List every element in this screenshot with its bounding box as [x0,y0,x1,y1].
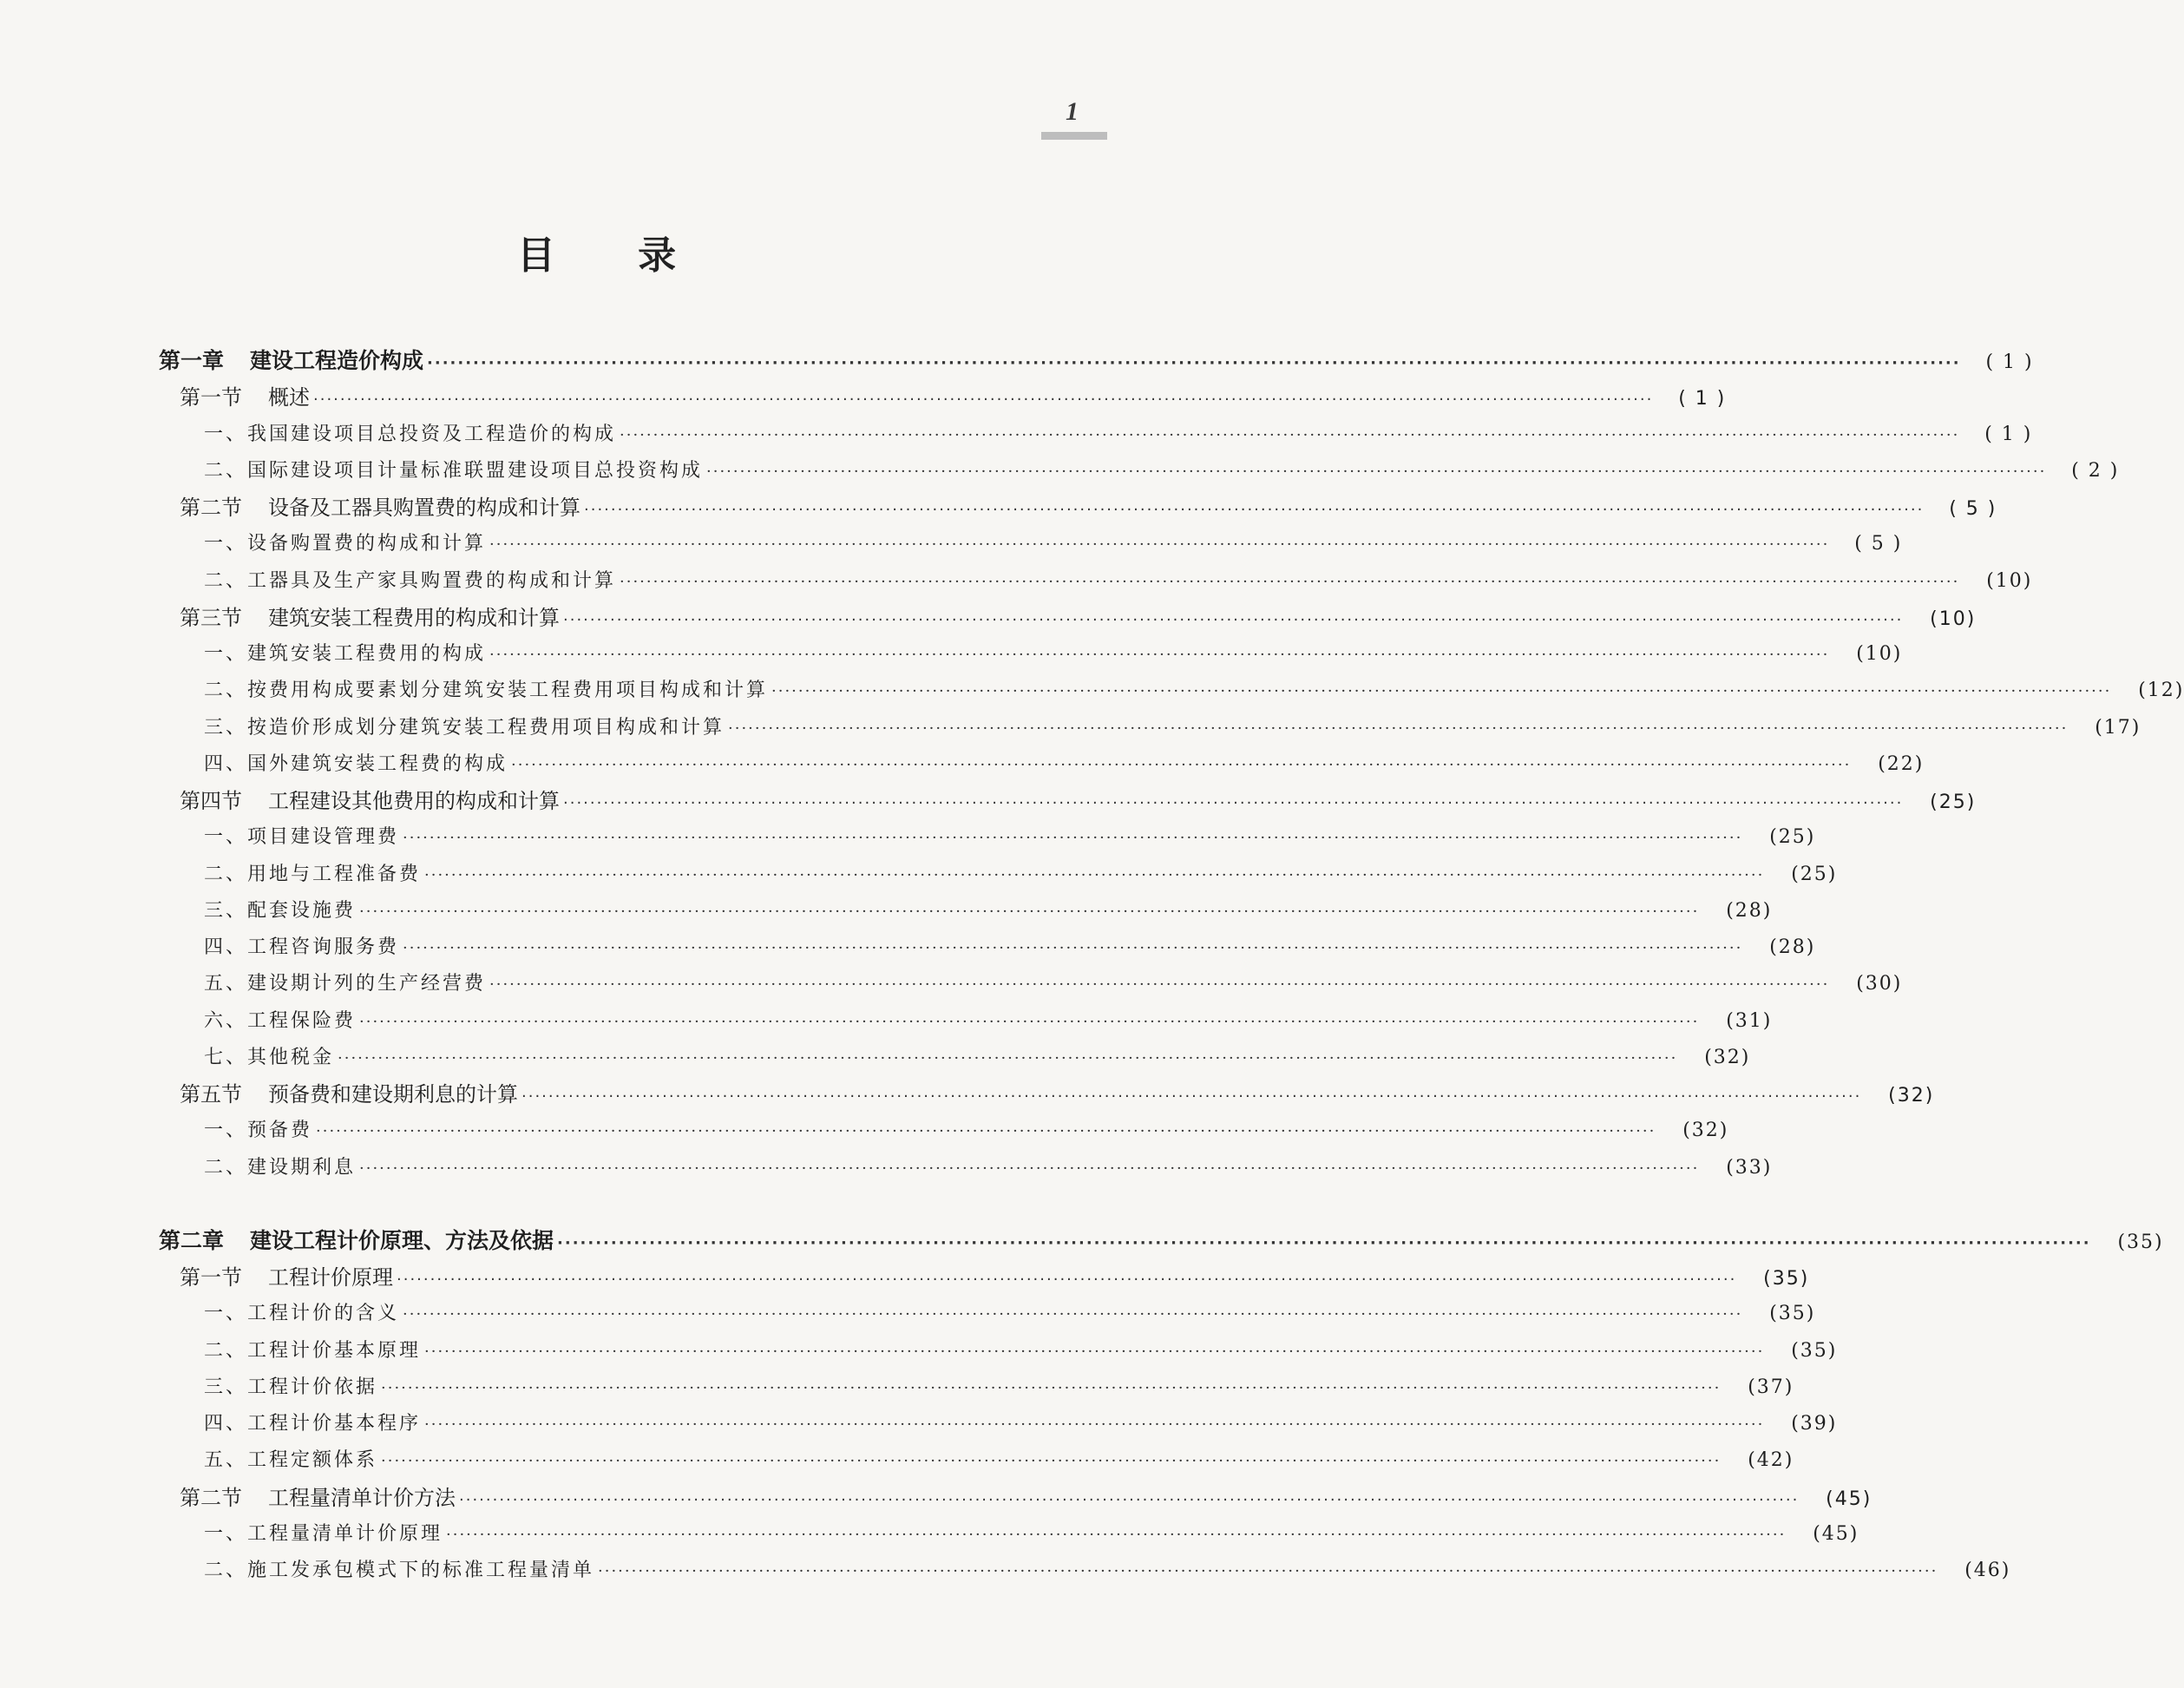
toc-entry-page: (25) [1791,863,1838,885]
toc-entry-item[interactable] [204,857,1838,893]
toc-dot-leader: ········································································································································································································ [489,646,1830,664]
toc-entry-item[interactable] [204,1333,1838,1369]
toc-entry-title: 四、工程计价基本程序 [204,1413,422,1435]
toc-entry-item[interactable] [204,417,2033,453]
toc-entry-item[interactable] [204,1296,1816,1332]
toc-entry-item[interactable] [204,710,2141,746]
toc-entry-title: 二、国际建设项目计量标准联盟建设项目总投资构成 [204,459,704,482]
toc-entry-number: 第一节 [180,385,242,411]
toc-entry-title: 二、按费用构成要素划分建筑安装工程费用项目构成和计算 [204,680,769,702]
toc-entry-item[interactable] [204,819,1816,856]
toc-entry-page: (25) [1930,791,1977,813]
toc-dot-leader: ········································································································································································································ [403,829,1743,848]
toc-entry-title: 一、我国建设项目总投资及工程造价的构成 [204,423,617,445]
toc-entry-item[interactable] [204,1406,1838,1442]
toc-entry-page: (39) [1791,1413,1838,1435]
toc-dot-leader: ········································································································································································································ [381,1378,1722,1397]
toc-dot-leader: ········································································································································································································ [446,1525,1787,1544]
toc-entry-page: ( 1 ) [1985,351,2034,373]
toc-dot-leader: ········································································································································································································ [381,1452,1722,1471]
toc-entry-title: 四、工程咨询服务费 [204,936,400,958]
toc-dot-leader: ········································································································································································································ [313,391,1654,410]
toc-entry-section[interactable] [180,1076,1935,1113]
toc-entry-page: (10) [1930,608,1977,630]
toc-entry-title: 一、设备购置费的构成和计算 [204,533,487,555]
toc-entry-item[interactable] [204,1150,1773,1186]
toc-entry-title: 二、工器具及生产家具购置费的构成和计算 [204,569,617,592]
toc-dot-leader: ········································································································································································································ [557,1233,2091,1252]
toc-entry-number: 第二章 [159,1227,225,1253]
toc-entry-title: 三、工程计价依据 [204,1376,378,1398]
toc-dot-leader: ········································································································································································································ [359,902,1700,921]
toc-dot-leader: ········································································································································································································ [359,1012,1700,1031]
toc-dot-leader: ········································································································································································································ [706,462,2047,481]
toc-dot-leader: ········································································································································································································ [620,425,1960,444]
toc-dot-leader: ········································································································································································································ [424,1342,1765,1361]
toc-dot-leader: ········································································································································································································ [316,1122,1656,1141]
toc-entry-page: (35) [1791,1339,1838,1362]
toc-entry-item[interactable] [204,1516,1859,1553]
toc-entry-title: 设备及工器具购置费的构成和计算 [268,496,580,520]
toc-entry-title: 工程量清单计价方法 [268,1485,456,1510]
toc-entry-title: 一、工程计价的含义 [204,1303,400,1325]
toc-entry-number: 第一章 [159,348,225,373]
page-number-bar [1041,132,1107,140]
toc-entry-page: (32) [1682,1120,1729,1142]
toc-entry-page: (12) [2138,680,2184,702]
toc-entry-chapter[interactable] [159,343,2034,379]
toc-dot-leader: ········································································································································································································ [424,1415,1765,1434]
toc-entry-title: 一、项目建设管理费 [204,826,400,849]
toc-entry-number: 第二节 [180,496,242,520]
toc-entry-item[interactable] [204,526,1903,562]
toc-title: 目 录 [516,233,712,278]
toc-entry-item[interactable] [204,1003,1773,1040]
toc-entry-title: 六、工程保险费 [204,1009,357,1032]
toc-entry-page: (35) [1769,1303,1816,1325]
toc-entry-page: (30) [1856,973,1903,995]
toc-dot-leader: ········································································································································································································ [598,1562,1938,1580]
page-number: 1 [1066,97,1079,126]
toc-entry-page: (45) [1826,1488,1872,1510]
toc-entry-chapter[interactable] [159,1223,2164,1259]
toc-entry-title: 四、国外建筑安装工程费的构成 [204,752,508,775]
toc-entry-section[interactable] [180,379,1727,416]
toc-entry-page: ( 2 ) [2071,459,2120,482]
toc-entry-page: (17) [2095,716,2141,739]
toc-entry-title: 一、建筑安装工程费用的构成 [204,643,487,665]
toc-dot-leader: ········································································································································································································ [427,354,1961,372]
toc-entry-page: (32) [1888,1085,1935,1107]
toc-entry-number: 第二节 [180,1485,242,1510]
toc-entry-page: (35) [2117,1231,2164,1253]
toc-entry-title: 五、建设期计列的生产经营费 [204,973,487,995]
toc-dot-leader: ········································································································································································································ [521,1087,1862,1106]
toc-entry-number: 第五节 [180,1082,242,1107]
toc-entry-page: (37) [1748,1376,1794,1398]
toc-entry-title: 一、预备费 [204,1120,313,1142]
toc-entry-number: 第三节 [180,605,242,630]
toc-entry-title: 五、工程定额体系 [204,1449,378,1472]
toc-entry-page: (32) [1704,1046,1751,1068]
toc-entry-page: (10) [1986,569,2033,592]
toc-entry-page: (45) [1813,1522,1859,1545]
toc-entry-page: (28) [1726,899,1773,922]
toc-dot-leader: ········································································································································································································ [459,1490,1800,1509]
toc-entry-page: ( 1 ) [1678,388,1727,411]
toc-entry-title: 一、工程量清单计价原理 [204,1522,443,1545]
toc-entry-title: 二、用地与工程准备费 [204,863,422,885]
toc-entry-item[interactable] [204,1369,1794,1406]
toc-entry-number: 第一节 [180,1265,242,1290]
toc-entry-title: 建设工程造价构成 [250,348,424,373]
toc-dot-leader: ········································································································································································································ [563,794,1904,812]
toc-entry-page: (46) [1964,1560,2011,1581]
toc-entry-item[interactable] [204,453,2120,489]
toc-entry-item[interactable] [204,636,1903,673]
toc-entry-page: ( 1 ) [1984,423,2033,445]
toc-entry-item[interactable] [204,1442,1794,1479]
toc-entry-item[interactable] [204,893,1773,929]
toc-entry-title: 三、按造价形成划分建筑安装工程费用项目构成和计算 [204,716,725,739]
toc-entry-item[interactable] [204,1113,1729,1149]
toc-entry-page: ( 5 ) [1949,498,1997,520]
toc-dot-leader: ········································································································································································································ [771,682,2112,701]
toc-entry-section[interactable] [180,489,1997,526]
toc-entry-page: (10) [1856,643,1903,665]
toc-entry-page: (28) [1769,936,1816,958]
toc-entry-section[interactable] [180,600,1977,636]
toc-entry-page: (22) [1878,752,1925,775]
toc-entry-page: (35) [1763,1268,1810,1290]
toc-entry-item[interactable] [204,563,2033,600]
toc-entry-item[interactable] [204,1553,2011,1589]
toc-entry-item[interactable] [204,746,1925,783]
toc-dot-leader: ········································································································································································································ [359,1159,1700,1178]
toc-dot-leader: ········································································································································································································ [563,610,1904,629]
toc-entry-item[interactable] [204,1040,1751,1076]
toc-entry-item[interactable] [204,673,2184,709]
toc-entry-section[interactable] [180,1480,1872,1516]
toc-dot-leader: ········································································································································································································ [403,1305,1743,1324]
toc-entry-title: 二、工程计价基本原理 [204,1339,422,1362]
toc-entry-title: 二、建设期利息 [204,1156,357,1179]
toc-entry-number: 第四节 [180,789,242,813]
toc-entry-page: ( 5 ) [1854,533,1903,555]
toc-entry-title: 预备费和建设期利息的计算 [268,1082,518,1107]
toc-entry-title: 工程计价原理 [268,1265,393,1290]
toc-dot-leader: ········································································································································································································ [489,535,1830,555]
toc-dot-leader: ········································································································································································································ [620,572,1960,591]
toc-entry-title: 三、配套设施费 [204,899,357,922]
toc-entry-page: (42) [1748,1449,1794,1472]
toc-dot-leader: ········································································································································································································ [424,865,1765,884]
toc-dot-leader: ········································································································································································································ [728,719,2069,738]
toc-dot-leader: ········································································································································································································ [489,975,1830,995]
toc-entry-title: 概述 [268,385,310,411]
toc-entry-title: 建设工程计价原理、方法及依据 [250,1227,554,1253]
toc-entry-section[interactable] [180,783,1977,819]
toc-dot-leader: ········································································································································································································ [584,501,1925,519]
toc-entry-title: 七、其他税金 [204,1046,335,1068]
toc-entry-item[interactable] [204,929,1816,966]
toc-entry-page: (25) [1769,826,1816,849]
toc-entry-item[interactable] [204,966,1903,1002]
toc-entry-title: 二、施工发承包模式下的标准工程量清单 [204,1560,595,1581]
toc-entry-page: (31) [1726,1009,1773,1032]
toc-dot-leader: ········································································································································································································ [397,1271,1737,1289]
toc-entry-section[interactable] [180,1259,1810,1296]
toc-entry-page: (33) [1726,1156,1773,1179]
toc-dot-leader: ········································································································································································································ [403,939,1743,957]
toc-entry-title: 工程建设其他费用的构成和计算 [268,789,560,813]
toc-dot-leader: ········································································································································································································ [338,1048,1678,1067]
toc-entry-title: 建筑安装工程费用的构成和计算 [268,605,560,630]
toc-dot-leader: ········································································································································································································ [511,755,1852,774]
